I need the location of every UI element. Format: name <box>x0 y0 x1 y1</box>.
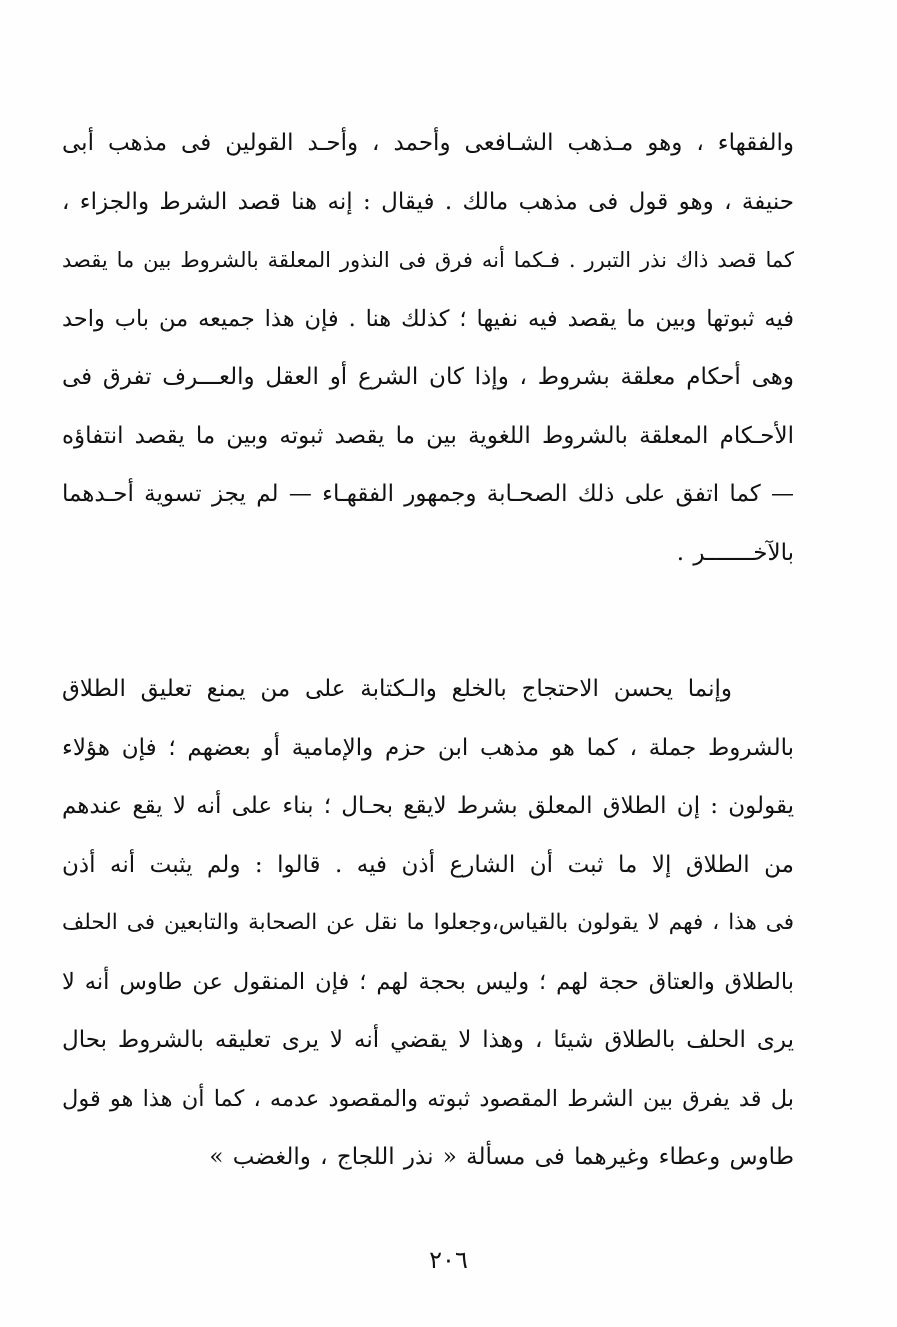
text-line: وهى أحكام معلقة بشروط ، وإذا كان الشرع أو العقل والعـــرف تفرق فى <box>62 364 794 390</box>
text-line: كما قصد ذاك نذر التبرر . فـكما أنه فرق فى النذور المعلقة بالشروط بين ما يقصد <box>62 248 794 272</box>
text-line: — كما اتفق على ذلك الصحـابة وجمهور الفقهـاء — لم يجز تسوية أحـدهما <box>62 481 794 507</box>
text-line: بالآخـــــــر . <box>676 539 794 566</box>
text-line: فى هذا ، فهم لا يقولون بالقياس،وجعلوا ما نقل عن الصحابة والتابعين فى الحلف <box>62 910 794 935</box>
page-number: ٢٠٦ <box>429 1246 468 1274</box>
text-line: يقولون : إن الطلاق المعلق بشرط لايقع بحـال ؛ بناء على أنه لا يقع عندهم <box>62 793 794 819</box>
text-line: والفقهاء ، وهو مـذهب الشـافعى وأحمد ، وأحـد القولين فى مذهب أبى <box>62 130 794 156</box>
text-line: حنيفة ، وهو قول فى مذهب مالك . فيقال : إنه هنا قصد الشرط والجزاء ، <box>62 188 794 215</box>
paragraph-1 <box>62 114 794 582</box>
text-line: بالشروط جملة ، كما هو مذهب ابن حزم والإمامية أو بعضهم ؛ فإن هؤلاء <box>62 734 794 761</box>
paragraph-2 <box>62 660 794 1187</box>
text-line: وإنما يحسن الاحتجاج بالخلع والـكتابة على من يمنع تعليق الطلاق <box>62 676 732 702</box>
text-line: من الطلاق إلا ما ثبت أن الشارع أذن فيه . قالوا : ولم يثبت أنه أذن <box>62 851 794 878</box>
text-line: بالطلاق والعتاق حجة لهم ؛ وليس بحجة لهم ؛ فإن المنقول عن طاوس أنه لا <box>62 968 794 995</box>
text-line: يرى الحلف بالطلاق شيئا ، وهذا لا يقضي أنه لا يرى تعليقه بالشروط بحال <box>62 1027 794 1053</box>
text-line: بل قد يفرق بين الشرط المقصود ثبوته والمقصود عدمه ، كما أن هذا هو قول <box>62 1085 794 1112</box>
text-line: فيه ثبوتها وبين ما يقصد فيه نفيها ؛ كذلك هنا . فإن هذا جميعه من باب واحد <box>62 305 794 332</box>
text-line: طاوس وعطاء وغيرهما فى مسألة « نذر اللجاج ، والغضب » <box>209 1144 794 1170</box>
text-line: الأحـكام المعلقة بالشروط اللغوية بين ما يقصد ثبوته وبين ما يقصد انتفاؤه <box>62 422 794 449</box>
